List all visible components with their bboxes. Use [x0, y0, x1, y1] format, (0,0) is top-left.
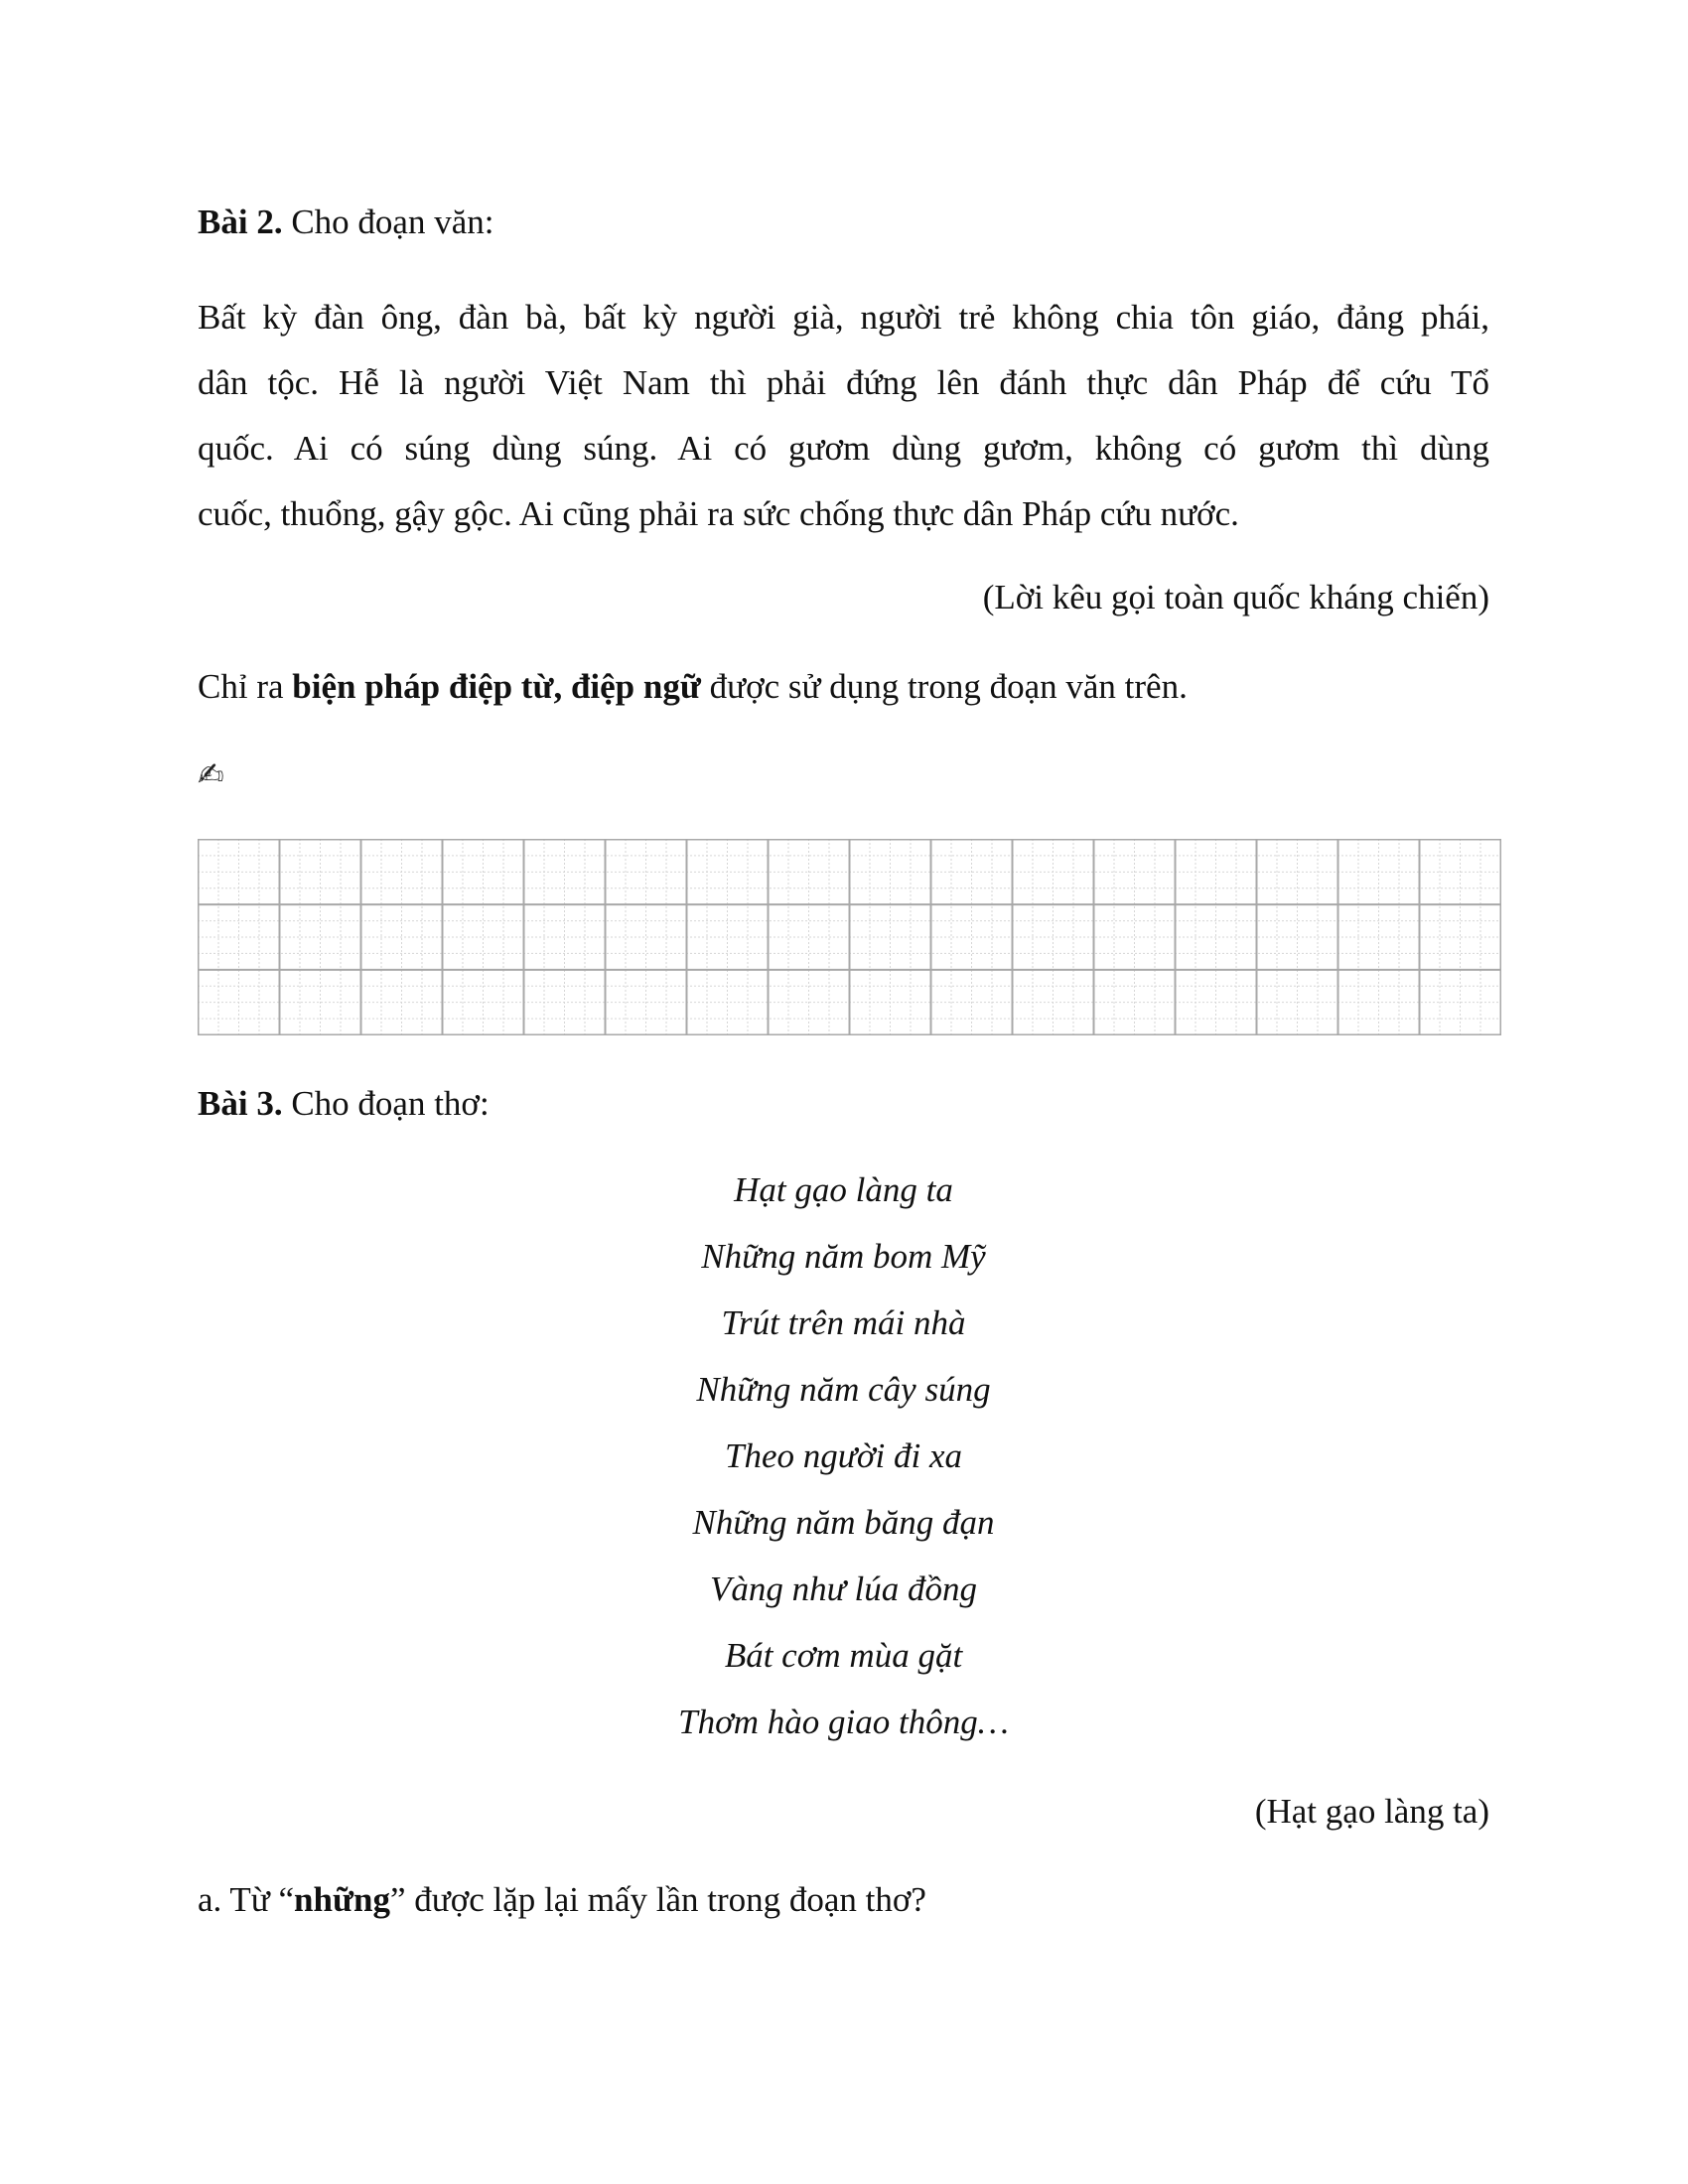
bai2-passage-line-3: quốc. Ai có súng dùng súng. Ai có gươm dùng gươm, không có gươm thì dùng	[198, 429, 1489, 468]
bai2-question-bold: biện pháp điệp từ, điệp ngữ	[292, 667, 701, 706]
bai2-passage-line-2: dân tộc. Hễ là người Việt Nam thì phải đứng lên đánh thực dân Pháp để cứu Tổ	[198, 363, 1489, 402]
poem-line-8: Bát cơm mùa gặt	[724, 1636, 963, 1675]
poem-line-5: Theo người đi xa	[724, 1436, 962, 1475]
bai3-question-a-prefix: a. Từ “	[198, 1880, 295, 1919]
writing-hand-icon: ✍	[198, 755, 224, 793]
document-page	[198, 0, 1489, 2184]
bai2-heading	[198, 199, 1489, 246]
bai3-question-a-suffix: ” được lặp lại mấy lần trong đoạn thơ?	[389, 1880, 926, 1919]
answer-grid[interactable]	[198, 839, 1501, 1035]
bai2-question-prefix: Chỉ ra	[198, 667, 293, 706]
bai2-question-suffix: được sử dụng trong đoạn văn trên.	[700, 667, 1188, 706]
bai3-question-a	[198, 1876, 1489, 1924]
bai2-title: Bài 2.	[198, 203, 283, 241]
bai2-title-rest: Cho đoạn văn:	[282, 203, 494, 241]
poem-line-3: Trút trên mái nhà	[721, 1303, 966, 1342]
bai2-source: (Lời kêu gọi toàn quốc kháng chiến)	[982, 578, 1489, 616]
bai3-question-a-bold: những	[294, 1880, 390, 1919]
bai3-title-rest: Cho đoạn thơ:	[282, 1084, 490, 1123]
poem-line-2: Những năm bom Mỹ	[701, 1237, 986, 1276]
poem-line-9: Thơm hào giao thông…	[678, 1703, 1009, 1741]
bai3-heading	[198, 1080, 1489, 1128]
bai3-title: Bài 3.	[198, 1084, 283, 1123]
bai3-source: (Hạt gạo làng ta)	[1254, 1792, 1489, 1831]
bai2-question	[198, 663, 1489, 711]
poem-line-6: Những năm băng đạn	[692, 1503, 995, 1542]
poem-line-1: Hạt gạo làng ta	[734, 1170, 953, 1209]
poem-line-7: Vàng như lúa đồng	[710, 1570, 977, 1608]
bai2-passage-line-4: cuốc, thuổng, gậy gộc. Ai cũng phải ra sức chống thực dân Pháp cứu nước.	[198, 494, 1239, 533]
poem-line-4: Những năm cây súng	[696, 1370, 991, 1409]
bai2-passage-line-1: Bất kỳ đàn ông, đàn bà, bất kỳ người già, người trẻ không chia tôn giáo, đảng phái,	[198, 298, 1489, 337]
